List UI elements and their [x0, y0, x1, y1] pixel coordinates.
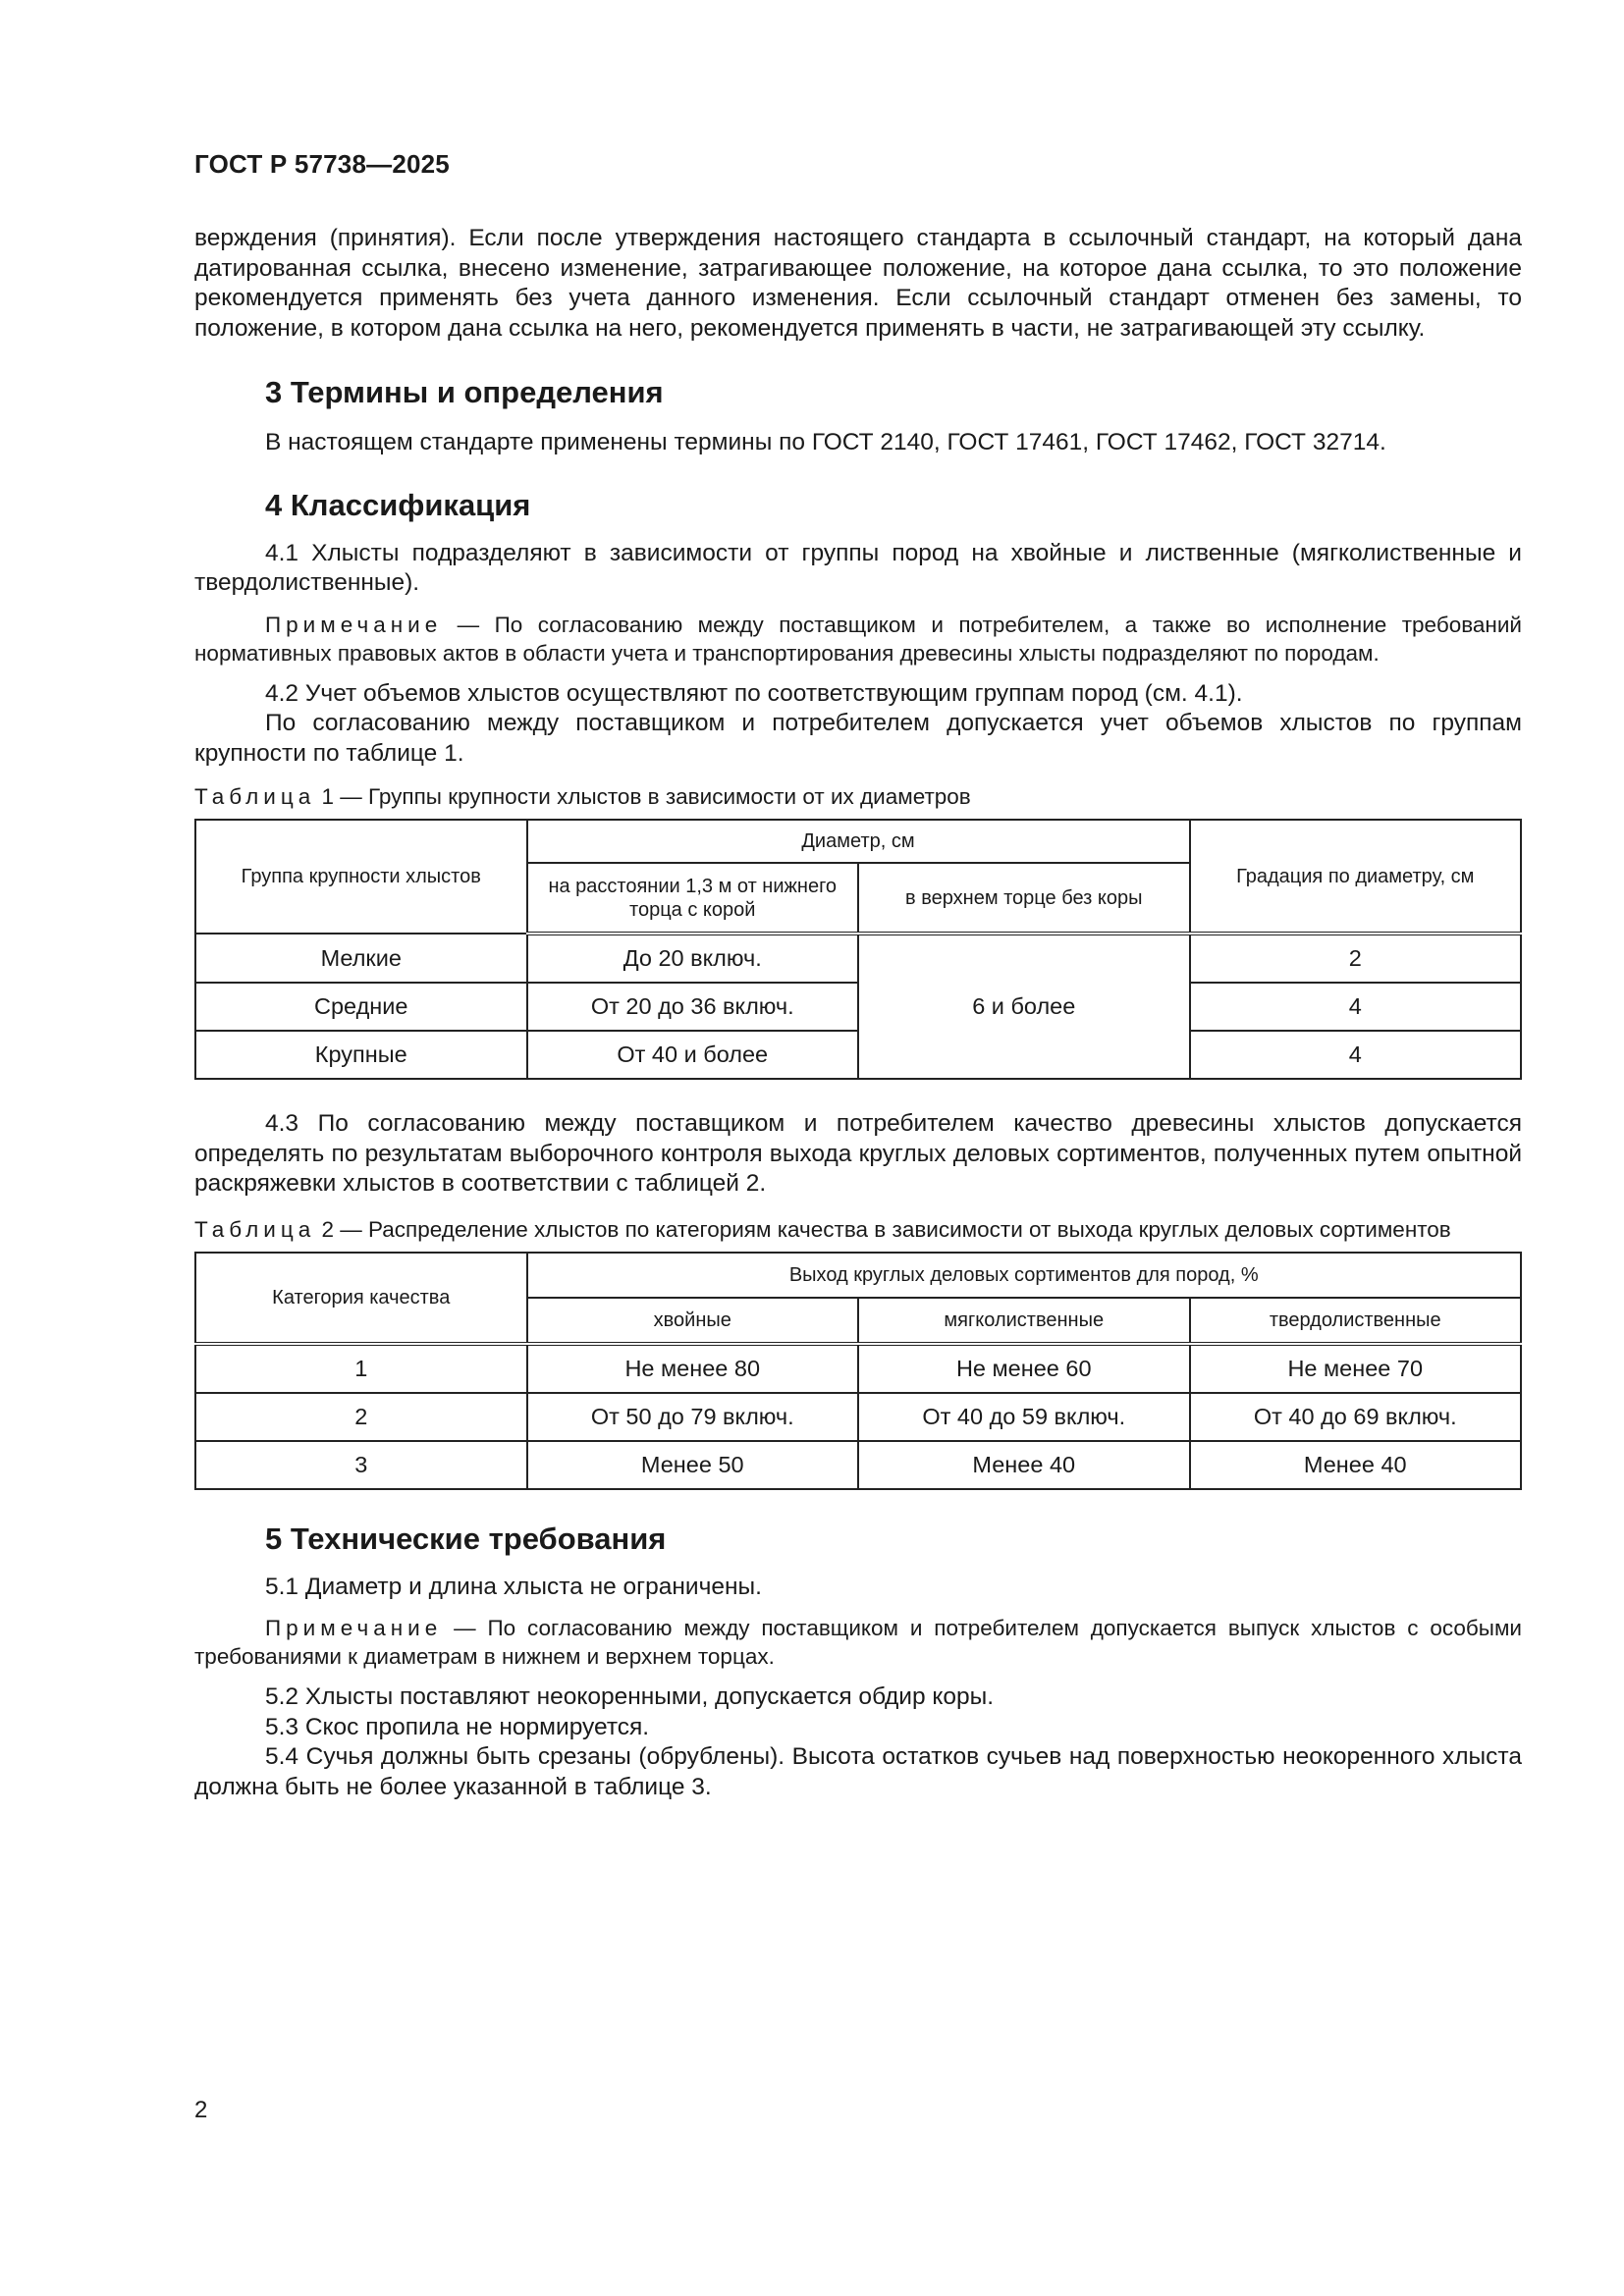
table-row: [195, 1344, 1521, 1393]
paragraph-4-2a: 4.2 Учет объемов хлыстов осуществляют по соответствующим группам пород (см. 4.1).: [265, 679, 1243, 707]
t2-cell-hard: От 40 до 69 включ.: [1190, 1393, 1522, 1441]
document-body: [194, 224, 1522, 1802]
t1-cell-gradation: 4: [1190, 983, 1522, 1031]
t1-header-group: Группа крупности хлыстов: [195, 820, 527, 934]
note-5: [194, 1614, 1522, 1671]
table-2-caption-text: 2 — Распределение хлыстов по категориям качества в зависимости от выхода круглых деловых сортиментов: [315, 1216, 1451, 1242]
table-1: [194, 819, 1522, 1080]
document-header: ГОСТ Р 57738—2025: [194, 149, 450, 179]
t1-cell-group: Средние: [195, 983, 527, 1031]
section-4-title: 4 Классификация: [265, 487, 531, 522]
table-1-caption-text: 1 — Группы крупности хлыстов в зависимости от их диаметров: [315, 784, 971, 809]
table-1-caption: [194, 782, 1522, 811]
t1-cell-d1: До 20 включ.: [527, 934, 859, 983]
t2-cell-hard: Не менее 70: [1190, 1344, 1522, 1393]
note-label: Примечание: [265, 612, 443, 637]
paragraph-4-1: 4.1 Хлысты подразделяют в зависимости от группы пород на хвойные и лиственные (мягколиственные и твердолиственные).: [194, 539, 1522, 596]
paragraph-5-1: 5.1 Диаметр и длина хлыста не ограничены.: [265, 1573, 762, 1600]
paragraph-5-3: 5.3 Скос пропила не нормируется.: [265, 1713, 650, 1740]
t2-cell-conifer: От 50 до 79 включ.: [527, 1393, 859, 1441]
t2-cell-category: 1: [195, 1344, 527, 1393]
table-row: [195, 1441, 1521, 1489]
paragraph-4-3: 4.3 По согласованию между поставщиком и потребителем качество древесины хлыстов допускается определять по результатам выборочного контроля выхода круглых деловых сортиментов, полученных путем опытной раскряжевки хлыстов в соответствии с таблицей 2.: [194, 1110, 1522, 1197]
t1-cell-gradation: 4: [1190, 1031, 1522, 1079]
note-text: — По согласованию между поставщиком и потребителем допускается выпуск хлыстов с особыми требованиями к диаметрам в нижнем и верхнем торцах.: [194, 1616, 1522, 1669]
table-row: [195, 1393, 1521, 1441]
t2-cell-conifer: Менее 50: [527, 1441, 859, 1489]
t2-cell-soft: Менее 40: [858, 1441, 1190, 1489]
paragraph-4-2b: По согласованию между поставщиком и потребителем допускается учет объемов хлыстов по группам крупности по таблице 1.: [194, 710, 1522, 767]
t1-cell-d1: От 20 до 36 включ.: [527, 983, 859, 1031]
t1-header-d1: на расстоянии 1,3 м от нижнего торца с корой: [527, 863, 859, 934]
table-2-caption-label: Таблица: [194, 1216, 316, 1242]
note-text: — По согласованию между поставщиком и потребителем, а также во исполнение требований нормативных правовых актов в области учета и транспортирования древесины хлысты подразделяют по породам.: [194, 612, 1522, 666]
page-number: 2: [194, 2097, 208, 2123]
table-row: [195, 934, 1521, 983]
t1-cell-group: Крупные: [195, 1031, 527, 1079]
t1-cell-d1: От 40 и более: [527, 1031, 859, 1079]
table-2-caption: [194, 1215, 1522, 1244]
section-5-title: 5 Технические требования: [265, 1521, 667, 1556]
table-1-caption-label: Таблица: [194, 784, 316, 809]
t2-cell-soft: От 40 до 59 включ.: [858, 1393, 1190, 1441]
t1-cell-group: Мелкие: [195, 934, 527, 983]
t1-cell-d2-merged: 6 и более: [858, 934, 1190, 1079]
t1-cell-gradation: 2: [1190, 934, 1522, 983]
t1-header-gradation: Градация по диаметру, см: [1190, 820, 1522, 934]
note-label: Примечание: [265, 1616, 443, 1640]
t1-header-diameter: Диаметр, см: [527, 820, 1190, 863]
t2-cell-soft: Не менее 60: [858, 1344, 1190, 1393]
t2-header-conifer: хвойные: [527, 1298, 859, 1344]
table-2: [194, 1252, 1522, 1490]
t2-header-output: Выход круглых деловых сортиментов для пород, %: [527, 1253, 1522, 1298]
t2-header-hard: твердолиственные: [1190, 1298, 1522, 1344]
intro-paragraph: верждения (принятия). Если после утверждения настоящего стандарта в ссылочный стандарт, на который дана датированная ссылка, внесено изменение, затрагивающее положение, на которое дана ссылка, то это положение рекомендуется применять без учета данного изменения. Если ссылочный стандарт отменен без замены, то положение, в котором дана ссылка на него, рекомендуется применять в части, не затрагивающей эту ссылку.: [194, 225, 1522, 342]
t2-cell-conifer: Не менее 80: [527, 1344, 859, 1393]
section-3-text: В настоящем стандарте применены термины по ГОСТ 2140, ГОСТ 17461, ГОСТ 17462, ГОСТ 32714.: [265, 429, 1386, 455]
section-3-title: 3 Термины и определения: [265, 375, 664, 409]
t2-header-category: Категория качества: [195, 1253, 527, 1344]
paragraph-5-2: 5.2 Хлысты поставляют неокоренными, допускается обдир коры.: [265, 1683, 995, 1710]
t2-header-soft: мягколиственные: [858, 1298, 1190, 1344]
t1-header-d2: в верхнем торце без коры: [858, 863, 1190, 934]
paragraph-5-4: 5.4 Сучья должны быть срезаны (обрублены). Высота остатков сучьев над поверхностью неокоренного хлыста должна быть не более указанной в таблице 3.: [194, 1743, 1522, 1800]
t2-cell-category: 2: [195, 1393, 527, 1441]
note-4: [194, 611, 1522, 667]
t2-cell-category: 3: [195, 1441, 527, 1489]
t2-cell-hard: Менее 40: [1190, 1441, 1522, 1489]
